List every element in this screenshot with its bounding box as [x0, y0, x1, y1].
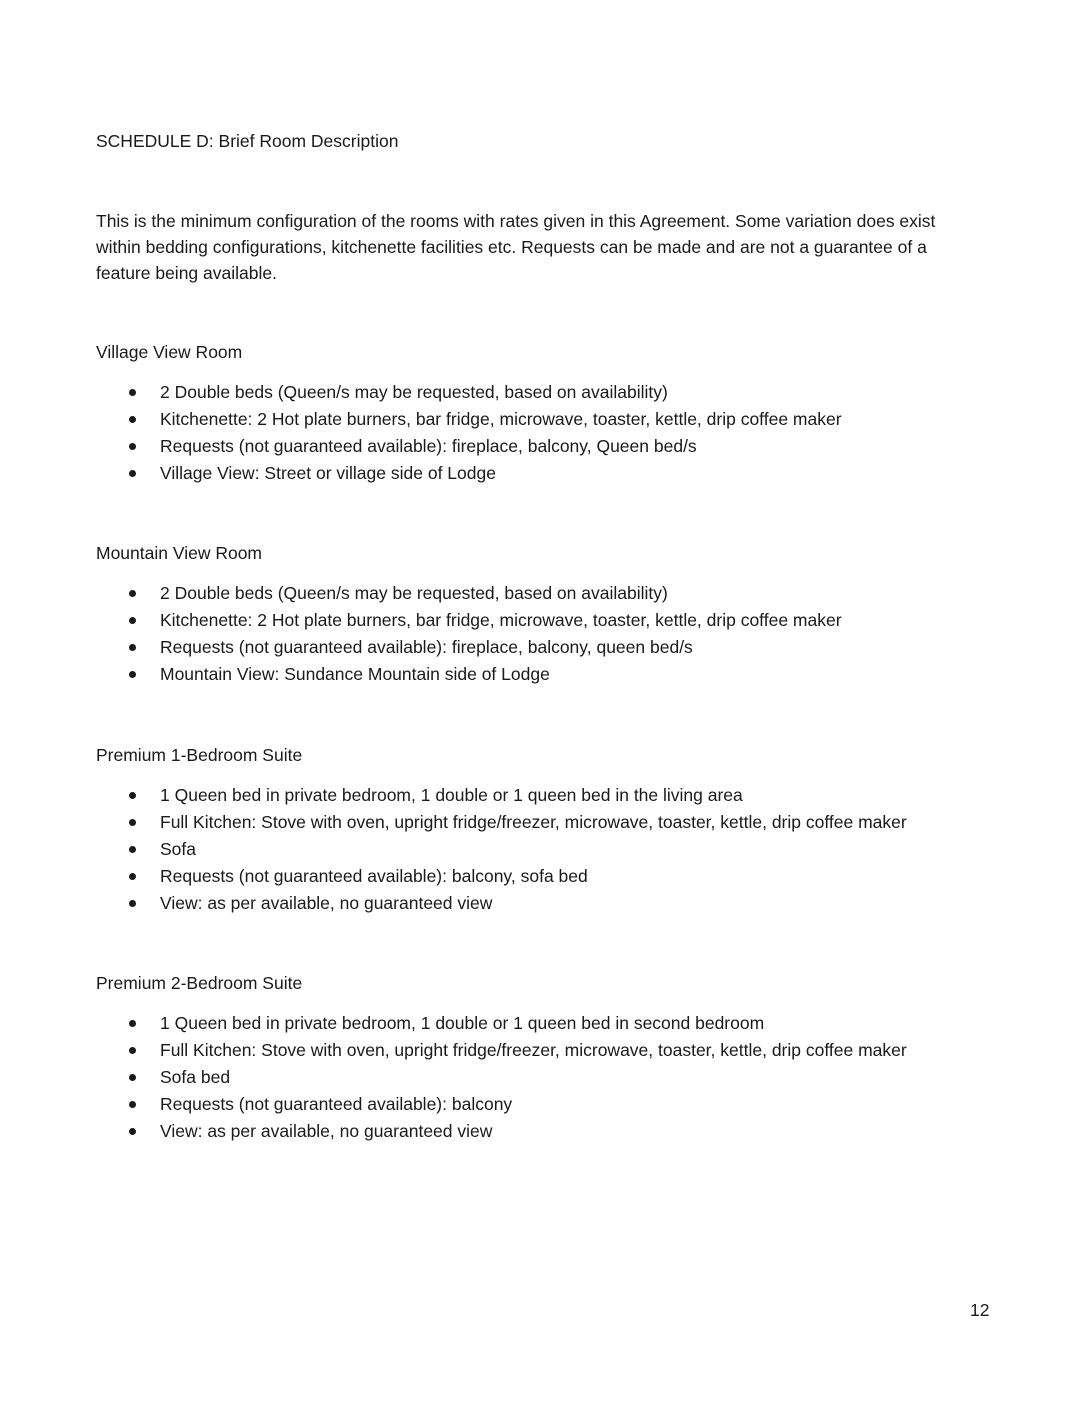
list-item-text: Sofa bed [160, 1067, 231, 1087]
list-item [96, 1064, 996, 1091]
list-item [96, 1091, 996, 1118]
list-item [96, 890, 996, 917]
list-item-text: Requests (not guaranteed available): fireplace, balcony, queen bed/s [160, 637, 693, 657]
list-item [96, 634, 996, 661]
bullet-icon [129, 1047, 136, 1054]
list-item [96, 836, 996, 863]
bullet-icon [129, 389, 136, 396]
list-item-text: 1 Queen bed in private bedroom, 1 double or 1 queen bed in the living area [160, 785, 743, 805]
list-item-text: 2 Double beds (Queen/s may be requested, based on availability) [160, 382, 668, 402]
list-item-text: 2 Double beds (Queen/s may be requested, based on availability) [160, 583, 668, 603]
list-item [96, 1037, 996, 1064]
intro-paragraph: This is the minimum configuration of the rooms with rates given in this Agreement. Some variation does exist within bedding configurations, kitchenette facilities etc. Requests can be made and are not a guarantee of a feature being available. [96, 211, 936, 283]
page-number: 12 [970, 1300, 990, 1320]
bullet-list [96, 1010, 996, 1145]
room-section-premium-2-bedroom [96, 970, 996, 1145]
list-item-text: Requests (not guaranteed available): balcony, sofa bed [160, 866, 588, 886]
list-item-text: Sofa [160, 839, 196, 859]
list-item [96, 406, 996, 433]
list-item [96, 580, 996, 607]
bullet-icon [129, 617, 136, 624]
section-title: Premium 1-Bedroom Suite [96, 745, 303, 765]
bullet-icon [129, 644, 136, 651]
bullet-icon [129, 1101, 136, 1108]
list-item [96, 433, 996, 460]
list-item-text: Kitchenette: 2 Hot plate burners, bar fridge, microwave, toaster, kettle, drip coffee maker [160, 610, 842, 630]
bullet-icon [129, 873, 136, 880]
list-item [96, 1118, 996, 1145]
bullet-list [96, 782, 996, 917]
bullet-icon [129, 819, 136, 826]
bullet-icon [129, 792, 136, 799]
room-section-mountain-view [96, 540, 996, 688]
page-title: SCHEDULE D: Brief Room Description [96, 131, 399, 151]
bullet-icon [129, 416, 136, 423]
list-item-text: Mountain View: Sundance Mountain side of Lodge [160, 664, 550, 684]
list-item [96, 1010, 996, 1037]
list-item [96, 607, 996, 634]
list-item-text: View: as per available, no guaranteed view [160, 893, 493, 913]
list-item-text: Full Kitchen: Stove with oven, upright fridge/freezer, microwave, toaster, kettle, drip coffee maker [160, 812, 907, 832]
list-item [96, 379, 996, 406]
bullet-icon [129, 1020, 136, 1027]
bullet-icon [129, 590, 136, 597]
bullet-icon [129, 846, 136, 853]
list-item [96, 661, 996, 688]
list-item-text: Full Kitchen: Stove with oven, upright fridge/freezer, microwave, toaster, kettle, drip coffee maker [160, 1040, 907, 1060]
bullet-list [96, 379, 996, 487]
bullet-icon [129, 443, 136, 450]
bullet-icon [129, 671, 136, 678]
list-item-text: View: as per available, no guaranteed view [160, 1121, 493, 1141]
bullet-icon [129, 1074, 136, 1081]
bullet-icon [129, 470, 136, 477]
list-item-text: Village View: Street or village side of Lodge [160, 463, 496, 483]
list-item-text: 1 Queen bed in private bedroom, 1 double or 1 queen bed in second bedroom [160, 1013, 765, 1033]
room-section-premium-1-bedroom [96, 742, 996, 917]
section-title: Village View Room [96, 342, 243, 362]
bullet-list [96, 580, 996, 688]
bullet-icon [129, 1128, 136, 1135]
list-item [96, 460, 996, 487]
section-title: Mountain View Room [96, 543, 263, 563]
list-item-text: Requests (not guaranteed available): balcony [160, 1094, 513, 1114]
list-item [96, 809, 996, 836]
bullet-icon [129, 900, 136, 907]
list-item [96, 863, 996, 890]
room-section-village-view [96, 339, 996, 487]
list-item-text: Requests (not guaranteed available): fireplace, balcony, Queen bed/s [160, 436, 697, 456]
list-item-text: Kitchenette: 2 Hot plate burners, bar fridge, microwave, toaster, kettle, drip coffee maker [160, 409, 842, 429]
section-title: Premium 2-Bedroom Suite [96, 973, 303, 993]
list-item [96, 782, 996, 809]
